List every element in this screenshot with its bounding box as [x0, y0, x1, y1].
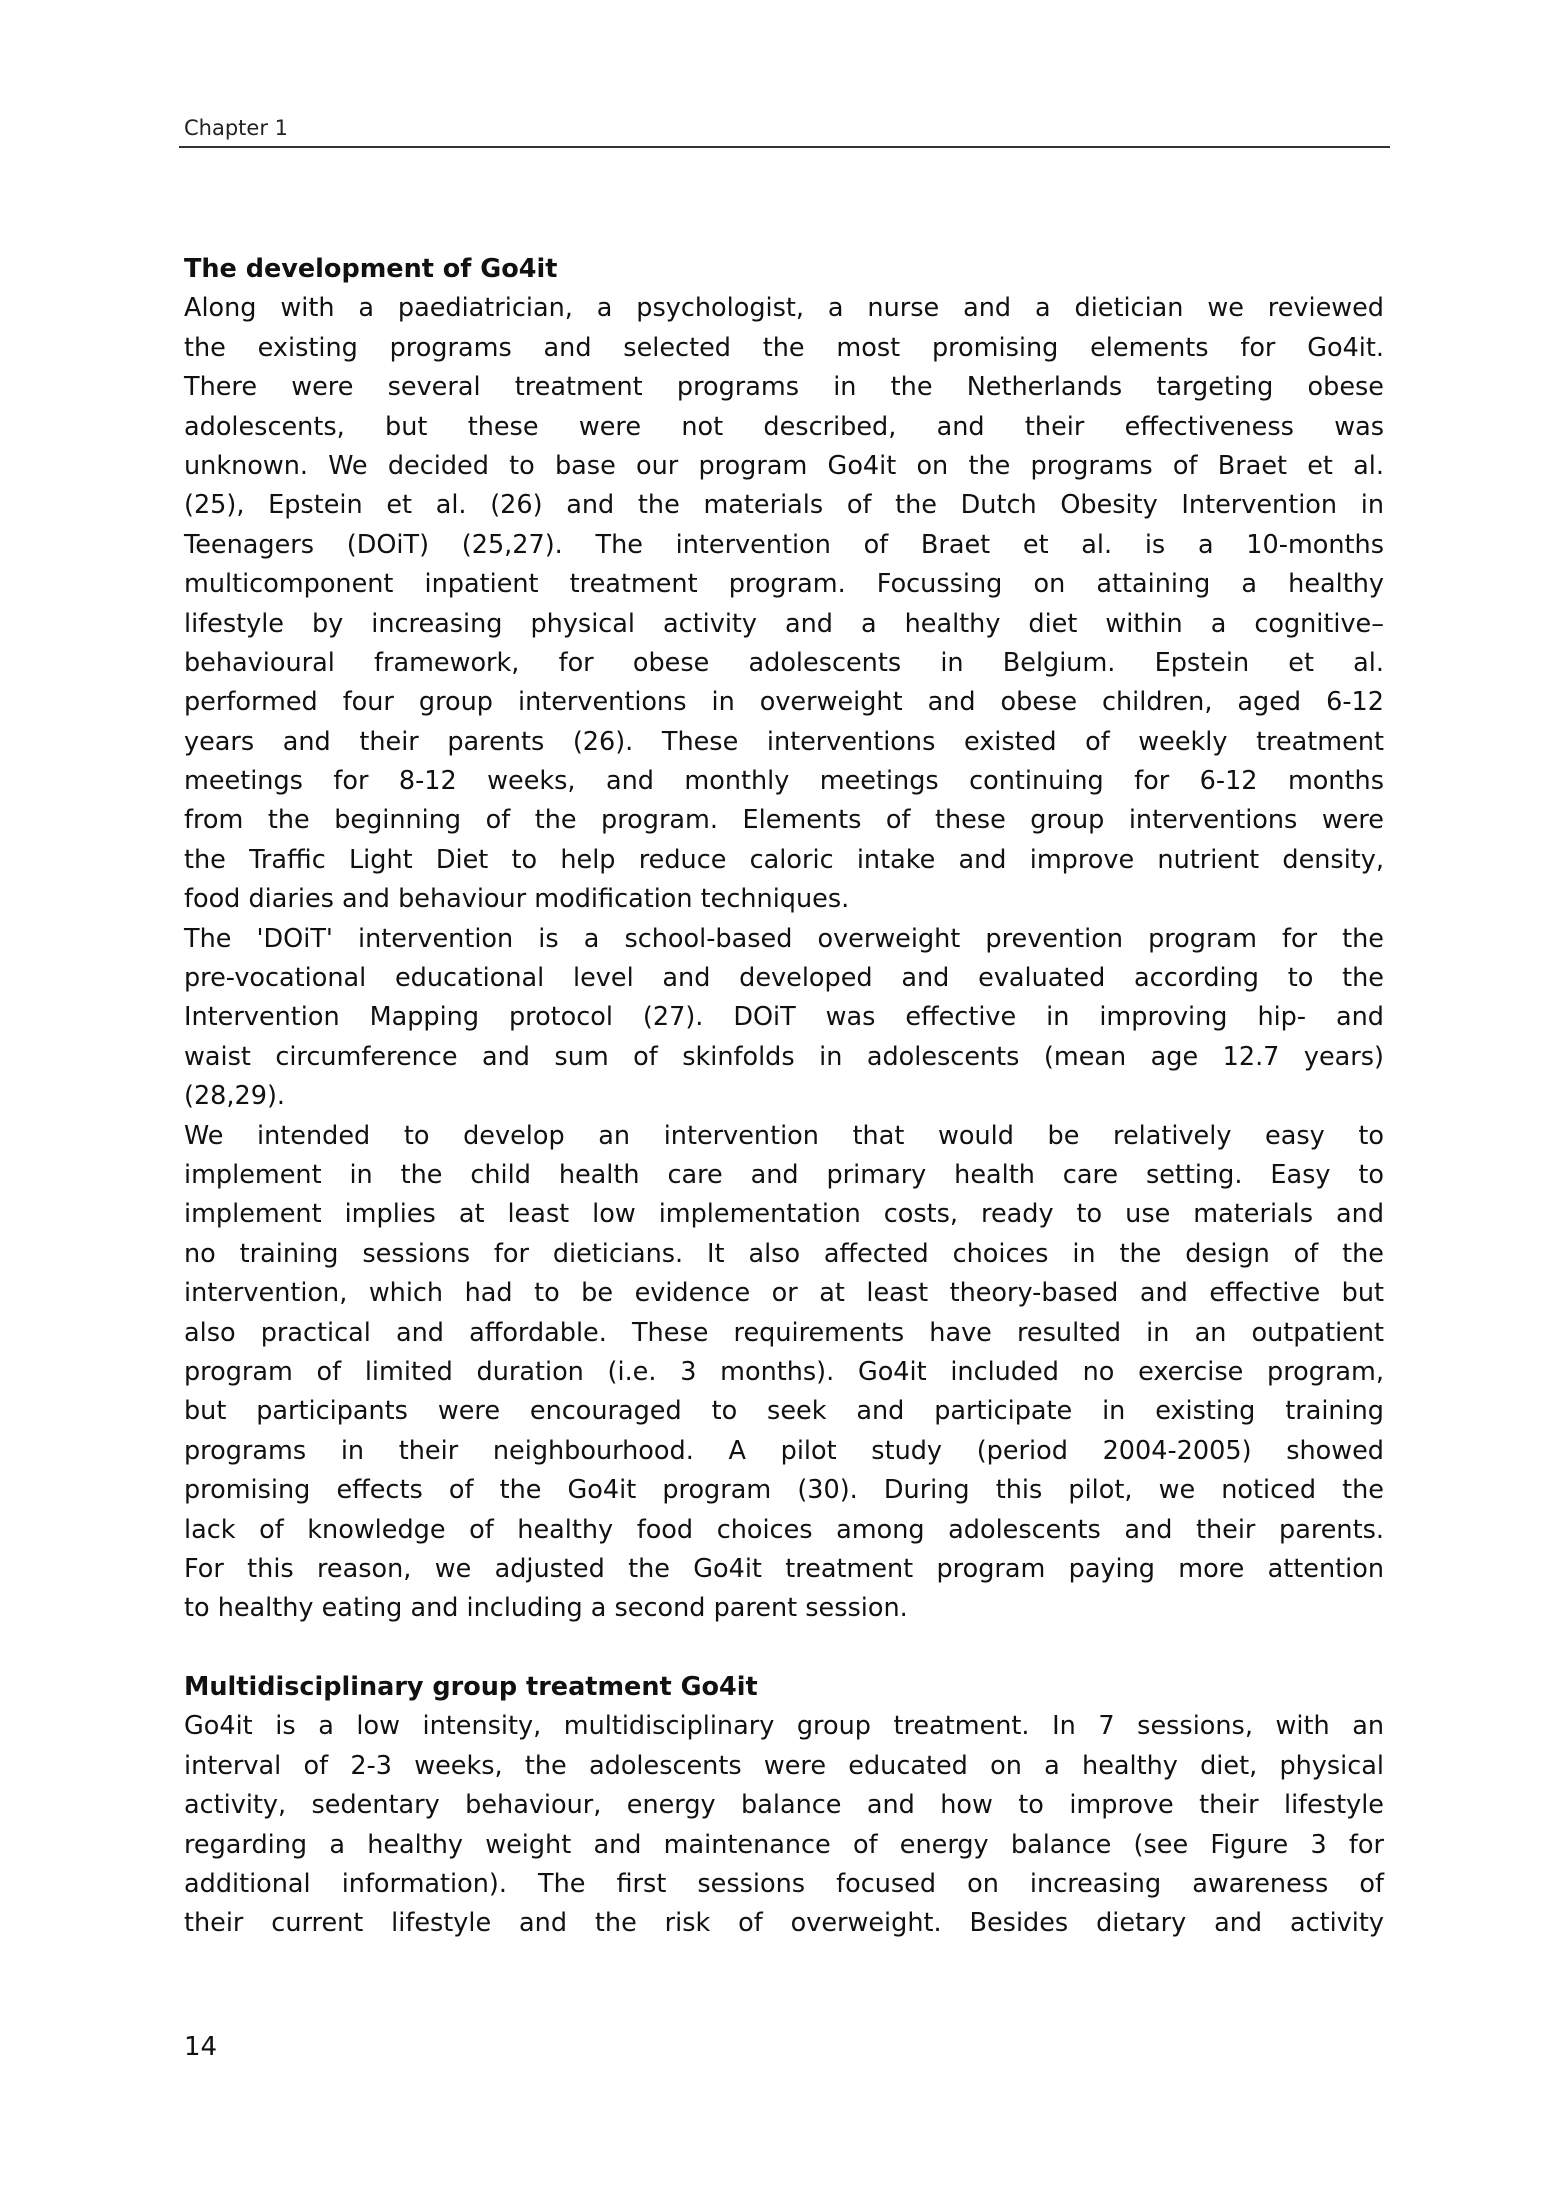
text-line: unknown. We decided to base our program Go4it on the programs of Braet et al. — [184, 450, 1384, 481]
text-line: behavioural framework, for obese adolescents in Belgium. Epstein et al. — [184, 647, 1384, 678]
text-line: promising effects of the Go4it program (30). During this pilot, we noticed the — [184, 1475, 1384, 1506]
header-rule — [179, 146, 1390, 148]
text-line: their current lifestyle and the risk of overweight. Besides dietary and activity — [184, 1908, 1384, 1939]
text-line: but participants were encouraged to seek and participate in existing training — [184, 1396, 1384, 1427]
page-number: 14 — [184, 2032, 218, 2062]
section-gap — [184, 1629, 1384, 1668]
running-head: Chapter 1 — [184, 116, 288, 140]
text-line: additional information). The first sessions focused on increasing awareness of — [184, 1869, 1384, 1900]
text-line: program of limited duration (i.e. 3 months). Go4it included no exercise program, — [184, 1356, 1384, 1387]
body-text — [184, 250, 1384, 1944]
text-line: (25), Epstein et al. (26) and the materials of the Dutch Obesity Intervention in — [184, 490, 1384, 521]
text-line: activity, sedentary behaviour, energy balance and how to improve their lifestyle — [184, 1790, 1384, 1821]
text-line: multicomponent inpatient treatment program. Focussing on attaining a healthy — [184, 569, 1384, 600]
text-line: to healthy eating and including a second parent session. — [184, 1593, 908, 1624]
text-line: For this reason, we adjusted the Go4it treatment program paying more attention — [184, 1553, 1384, 1584]
text-line: lifestyle by increasing physical activity and a healthy diet within a cognitive– — [184, 608, 1384, 639]
text-line: the Traffic Light Diet to help reduce caloric intake and improve nutrient density, — [184, 844, 1384, 875]
text-line: implement in the child health care and primary health care setting. Easy to — [184, 1159, 1384, 1190]
text-line: performed four group interventions in overweight and obese children, aged 6-12 — [184, 687, 1384, 718]
text-line: adolescents, but these were not described, and their effectiveness was — [184, 411, 1384, 442]
text-line: (28,29). — [184, 1081, 286, 1112]
text-line: We intended to develop an intervention that would be relatively easy to — [184, 1120, 1384, 1151]
text-line: also practical and affordable. These requirements have resulted in an outpatient — [184, 1317, 1384, 1348]
text-line: There were several treatment programs in the Netherlands targeting obese — [184, 372, 1384, 403]
text-line: programs in their neighbourhood. A pilot study (period 2004-2005) showed — [184, 1435, 1384, 1466]
text-line: years and their parents (26). These interventions existed of weekly treatment — [184, 726, 1384, 757]
text-line: The 'DOiT' intervention is a school-based overweight prevention program for the — [184, 923, 1384, 954]
text-line: Along with a paediatrician, a psychologist, a nurse and a dietician we reviewed — [184, 293, 1384, 324]
text-line: Teenagers (DOiT) (25,27). The intervention of Braet et al. is a 10-months — [184, 529, 1384, 560]
text-line: food diaries and behaviour modification techniques. — [184, 884, 850, 915]
text-line: waist circumference and sum of skinfolds in adolescents (mean age 12.7 years) — [184, 1041, 1384, 1072]
text-line: Intervention Mapping protocol (27). DOiT was effective in improving hip- and — [184, 1002, 1384, 1033]
text-line: Go4it is a low intensity, multidisciplinary group treatment. In 7 sessions, with an — [184, 1711, 1384, 1742]
text-line: from the beginning of the program. Elements of these group interventions were — [184, 805, 1384, 836]
section-heading: The development of Go4it — [184, 254, 558, 284]
text-line: meetings for 8-12 weeks, and monthly meetings continuing for 6-12 months — [184, 766, 1384, 797]
text-line: the existing programs and selected the most promising elements for Go4it. — [184, 332, 1384, 363]
section-heading: Multidisciplinary group treatment Go4it — [184, 1672, 758, 1703]
text-line: pre-vocational educational level and developed and evaluated according to the — [184, 963, 1384, 994]
text-line: lack of knowledge of healthy food choices among adolescents and their parents. — [184, 1514, 1384, 1545]
text-line: interval of 2-3 weeks, the adolescents were educated on a healthy diet, physical — [184, 1750, 1384, 1781]
text-line: no training sessions for dieticians. It also affected choices in the design of the — [184, 1238, 1384, 1269]
text-line: regarding a healthy weight and maintenance of energy balance (see Figure 3 for — [184, 1829, 1384, 1860]
text-line: intervention, which had to be evidence or at least theory-based and effective but — [184, 1278, 1384, 1309]
text-line: implement implies at least low implementation costs, ready to use materials and — [184, 1199, 1384, 1230]
